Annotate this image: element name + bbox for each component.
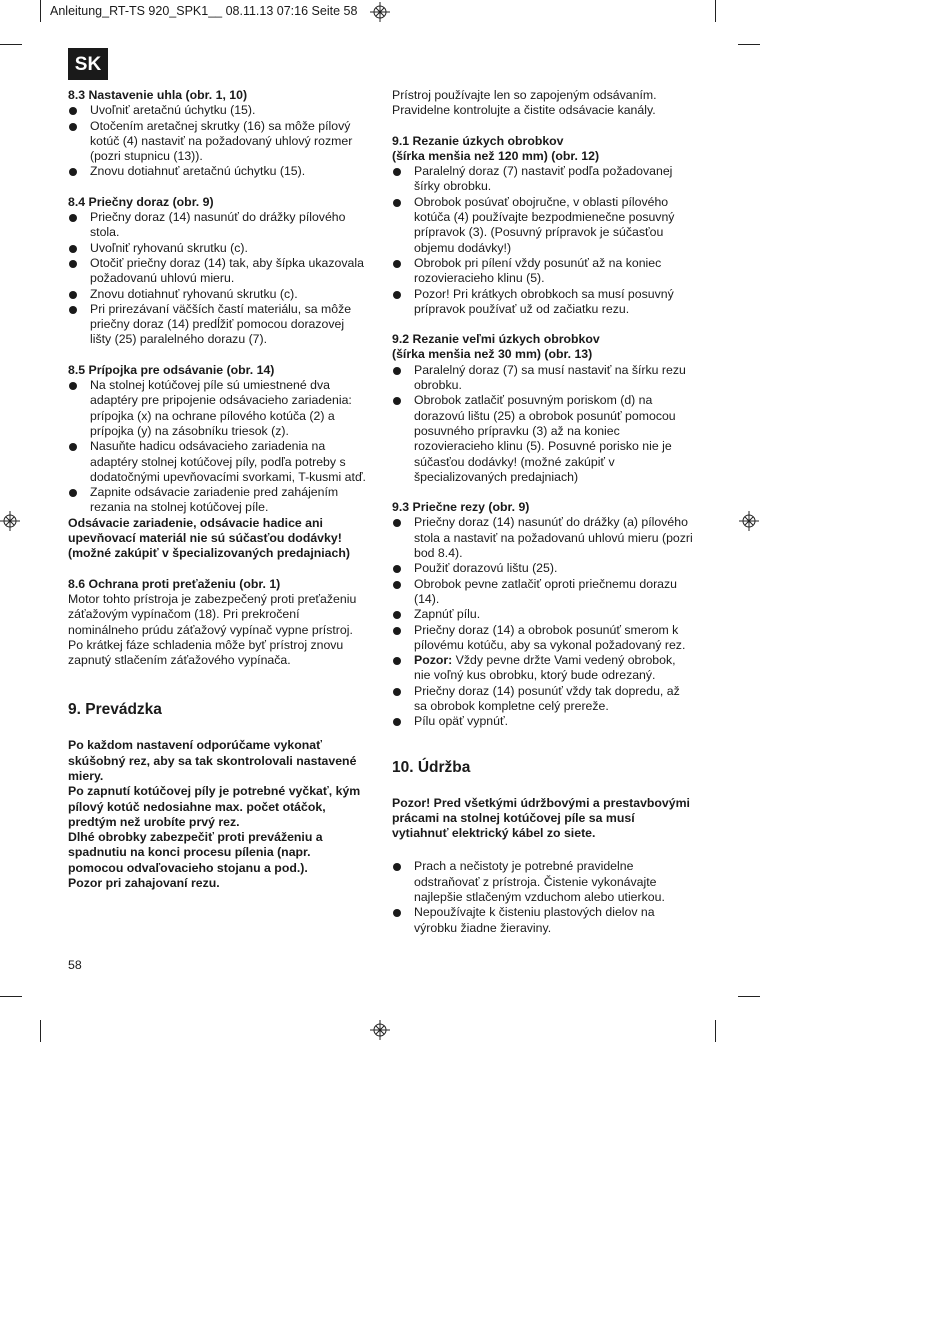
- chapter-heading: 10. Údržba: [392, 758, 471, 776]
- list-item: Prach a nečistoty je potrebné pravidelne odstraňovať z prístroja. Čistenie vykonávajte najlepšie stlačeným vzduchom alebo utierkou.: [392, 859, 694, 905]
- pozor-label: Pozor:: [414, 653, 453, 668]
- registration-mark-icon: [370, 2, 390, 22]
- bullet-list: [392, 859, 694, 935]
- bullet-list: [392, 363, 694, 485]
- list-item: Pri prirezávaní väčších častí materiálu, sa môže priečny doraz (14) predĺžiť pomocou dorazovej lišty (25) paralelného dorazu (7).: [68, 302, 368, 348]
- list-item: Priečny doraz (14) posunúť vždy tak dopredu, až sa obrobok kompletne celý prereže.: [392, 684, 694, 715]
- paragraph: Motor tohto prístroja je zabezpečený proti preťaženiu záťažovým vypínačom (18). Pri prekročení nominálneho prúdu záťažový vypínač vypne prístroj. Po krátkej fáze schladenia môže byť prístroj znovu zapnutý stlačením záťažového vypínača.: [68, 591, 357, 668]
- list-item: Uvoľniť ryhovanú skrutku (c).: [68, 241, 368, 256]
- list-item: Priečny doraz (14) a obrobok posunúť smerom k pílovému kotúču, aby sa vykonal požadovaný rez.: [392, 623, 694, 654]
- crop-mark: [738, 44, 760, 45]
- section-title: 9.3 Priečne rezy (obr. 9): [392, 500, 530, 515]
- left-column: [68, 88, 368, 891]
- list-item: Uvoľniť aretačnú úchytku (15).: [68, 103, 368, 118]
- list-item: Obrobok pri pílení vždy posunúť až na koniec rozovieracieho klinu (5).: [392, 256, 694, 287]
- crop-mark: [738, 996, 760, 997]
- list-item: Pílu opäť vypnúť.: [392, 714, 694, 729]
- list-item: Znovu dotiahnuť ryhovanú skrutku (c).: [68, 287, 368, 302]
- bullet-list: [68, 103, 368, 179]
- warning-text: Pozor! Pred všetkými údržbovými a prestavbovými prácami na stolnej kotúčovej píle sa musí vytiahnuť elektrický kábel zo siete.: [392, 795, 690, 841]
- crop-mark: [40, 0, 41, 22]
- crop-mark: [0, 44, 22, 45]
- registration-mark-icon: [739, 511, 759, 531]
- right-column: [392, 88, 694, 936]
- section-title: 8.3 Nastavenie uhla (obr. 1, 10): [68, 88, 248, 102]
- list-item: Znovu dotiahnuť aretačnú úchytku (15).: [68, 164, 368, 179]
- pozor-text: Vždy pevne držte Vami vedený obrobok, nie voľný kus obrobku, ktorý bude odrezaný.: [414, 653, 676, 683]
- bullet-list: [392, 515, 694, 729]
- list-item: Zapnite odsávacie zariadenie pred zahájením rezania na stolnej kotúčovej píle.: [68, 485, 368, 516]
- list-item: Obrobok zatlačiť posuvným poriskom (d) na dorazovú lištu (25) a obrobok posunúť pomocou posuvného prípravku (3) až na koniec rozovieracieho klinu (5). Posuvné porisko nie je súčasťou dodávky! (možné zakúpiť v špecializovaných predajniach): [392, 393, 694, 485]
- list-item: Obrobok pevne zatlačiť oproti priečnemu dorazu (14).: [392, 577, 694, 608]
- list-item: Priečny doraz (14) nasunúť do drážky (a) pílového stola a nastaviť na požadovanú uhlovú mieru (pozri bod 8.4).: [392, 515, 694, 561]
- list-item: Použiť dorazovú lištu (25).: [392, 561, 694, 576]
- section-title: 8.5 Prípojka pre odsávanie (obr. 14): [68, 362, 275, 377]
- list-item: Paralelný doraz (7) nastaviť podľa požadovanej šírky obrobku.: [392, 164, 694, 195]
- list-item: Obrobok posúvať obojručne, v oblasti pílového kotúča (4) používajte bezpodmienečne posuvný prípravok (3). (Posuvný prípravok je súčasťou objemu dodávky!): [392, 195, 694, 256]
- chapter-heading: 9. Prevádzka: [68, 701, 162, 719]
- list-item: Nepoužívajte k čisteniu plastových dielov na výrobku žiadne žieraviny.: [392, 905, 694, 936]
- paragraph: Po každom nastavení odporúčame vykonať skúšobný rez, aby sa tak skontrolovali nastavené miery. Po zapnutí kotúčovej píly je potrebné vyčkať, kým pílový kotúč nedosiahne max. počet otáčok, predtým než urobíte prvý rez. Dlhé obrobky zabezpečiť proti preváženiu a spadnutiu na konci procesu pílenia (napr. pomocou odvaľovacieho stojanu a pod.). Pozor pri zahajovaní rezu.: [68, 738, 361, 891]
- list-item: Na stolnej kotúčovej píle sú umiestnené dva adaptéry pre pripojenie odsávacieho zariadenia: prípojka (x) na ochrane pílového kotúča (2) a prípojka (y) na zásobníku triesok (z).: [68, 378, 368, 439]
- crop-mark: [715, 1020, 716, 1042]
- list-item: Nasuňte hadicu odsávacieho zariadenia na adaptéry stolnej kotúčovej píly, podľa potreby s dodatočnými upevňovacími svorkami, T-kusmi atď.: [68, 439, 368, 485]
- section-title: 9.1 Rezanie úzkych obrobkov (šírka menšia než 120 mm) (obr. 12): [392, 133, 600, 163]
- print-header: Anleitung_RT-TS 920_SPK1__ 08.11.13 07:16 Seite 58: [50, 4, 358, 18]
- bullet-list: [68, 210, 368, 348]
- crop-mark: [715, 0, 716, 22]
- list-item: Paralelný doraz (7) sa musí nastaviť na šírku rezu obrobku.: [392, 363, 694, 394]
- list-item: Pozor! Pri krátkych obrobkoch sa musí posuvný prípravok používať už od začiatku rezu.: [392, 287, 694, 318]
- list-item: Zapnúť pílu.: [392, 607, 694, 622]
- page-number: 58: [68, 958, 82, 972]
- section-title: 9.2 Rezanie veľmi úzkych obrobkov (šírka menšia než 30 mm) (obr. 13): [392, 332, 600, 362]
- crop-mark: [0, 996, 22, 997]
- note-text: Odsávacie zariadenie, odsávacie hadice ani upevňovací materiál nie sú súčasťou dodávky! (možné zakúpiť v špecializovaných predajniach): [68, 515, 350, 561]
- list-item: Priečny doraz (14) nasunúť do drážky pílového stola.: [68, 210, 368, 241]
- bullet-list: [392, 164, 694, 317]
- registration-mark-icon: [370, 1020, 390, 1040]
- crop-mark: [40, 1020, 41, 1042]
- section-title: 8.4 Priečny doraz (obr. 9): [68, 194, 214, 209]
- registration-mark-icon: [0, 511, 20, 531]
- language-badge: SK: [68, 48, 108, 80]
- list-item: [392, 653, 694, 684]
- list-item: Otočiť priečny doraz (14) tak, aby šípka ukazovala požadovanú uhlovú mieru.: [68, 256, 368, 287]
- list-item: Otočením aretačnej skrutky (16) sa môže pílový kotúč (4) nastaviť na požadovaný uhlový rozmer (pozri stupnicu (13)).: [68, 119, 368, 165]
- section-title: 8.6 Ochrana proti preťaženiu (obr. 1): [68, 576, 281, 591]
- paragraph: Prístroj používajte len so zapojeným odsávaním. Pravidelne kontrolujte a čistite odsávacie kanály.: [392, 88, 657, 118]
- bullet-list: [68, 378, 368, 516]
